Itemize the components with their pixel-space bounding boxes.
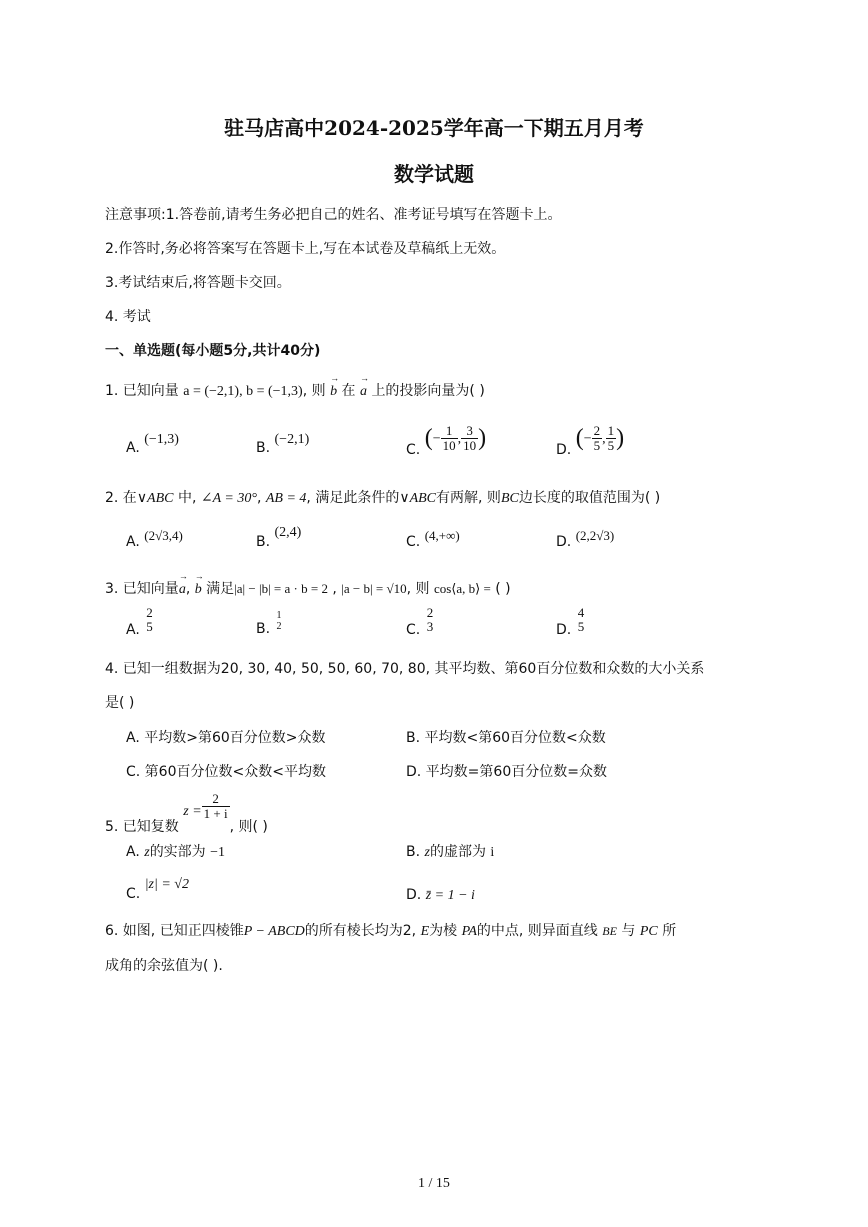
q3-option-c[interactable] bbox=[406, 605, 435, 638]
fraction bbox=[202, 792, 230, 821]
numerator: 2 bbox=[202, 792, 230, 807]
denominator: 5 bbox=[577, 619, 585, 634]
q1-option-b[interactable] bbox=[256, 432, 310, 457]
q2-text-c: 有两解, 则 bbox=[436, 490, 501, 506]
q2-text-d: 边长度的取值范围为( ) bbox=[518, 490, 661, 506]
option-value: (4,+∞) bbox=[424, 528, 460, 543]
option-label: D. bbox=[556, 534, 572, 550]
q2-triangle: ∨ABC bbox=[136, 491, 174, 506]
q3-paren: ( ) bbox=[495, 581, 511, 597]
q5-option-a[interactable] bbox=[126, 841, 225, 861]
numerator: 4 bbox=[577, 605, 585, 620]
q4-option-d[interactable]: D. 平均数=第60百分位数=众数 bbox=[406, 764, 607, 780]
q3-text-b: 满足 bbox=[206, 581, 235, 597]
minus-sign: − bbox=[432, 431, 441, 447]
q1-option-a[interactable] bbox=[126, 432, 179, 457]
option-label: C. bbox=[406, 534, 421, 550]
q3-option-b[interactable] bbox=[256, 610, 284, 637]
q2-option-d[interactable] bbox=[556, 528, 615, 550]
q6-edge-pa: PA bbox=[461, 924, 477, 939]
q2-option-a[interactable] bbox=[126, 528, 183, 550]
option-value: (−1,3) bbox=[144, 432, 179, 447]
comma: , bbox=[457, 431, 462, 447]
numerator: 3 bbox=[461, 424, 478, 439]
q4-option-a[interactable]: A. 平均数>第60百分位数>众数 bbox=[126, 730, 326, 746]
question-6-line-2: 成角的余弦值为( ). bbox=[105, 958, 223, 974]
fraction bbox=[606, 424, 617, 453]
denominator: 10 bbox=[463, 438, 477, 453]
q3-condition-2: |a − b| = √10 bbox=[341, 581, 407, 596]
q5-option-b[interactable] bbox=[406, 841, 494, 861]
q3-text-a: , bbox=[185, 581, 191, 597]
q2-text-a: 中, bbox=[177, 490, 197, 506]
q3-number: 3. 已知向量 bbox=[105, 581, 179, 597]
minus-sign: − bbox=[583, 431, 592, 447]
denominator: 3 bbox=[426, 619, 434, 634]
z-var: z bbox=[424, 845, 430, 860]
paren-open: ( bbox=[575, 425, 584, 451]
notice-2: 2.作答时,务必将答案写在答题卡上,写在本试卷及草稿纸上无效。 bbox=[105, 241, 506, 257]
q6-text-c: 的中点, 则异面直线 bbox=[476, 923, 598, 939]
fraction bbox=[461, 424, 478, 453]
q2-angle: ∠A = 30° bbox=[200, 491, 257, 506]
q5-z-eq: z = bbox=[183, 803, 202, 819]
numerator: 1 bbox=[607, 423, 615, 438]
q2-sep: , bbox=[256, 490, 262, 506]
fraction bbox=[144, 606, 155, 634]
q6-text-a: 的所有棱长均为2, bbox=[304, 923, 417, 939]
fraction bbox=[425, 606, 436, 634]
question-4-line-2: 是( ) bbox=[105, 695, 135, 711]
q1-option-c[interactable] bbox=[406, 423, 487, 458]
q2-option-b[interactable] bbox=[256, 524, 302, 550]
q3-vector-b: → b bbox=[195, 582, 202, 598]
q1-text-c: 上的投影向量为( ) bbox=[371, 383, 485, 399]
q6-text-e: 所 bbox=[662, 923, 677, 939]
option-label: D. bbox=[406, 887, 422, 903]
question-4-line-1: 4. 已知一组数据为20, 30, 40, 50, 50, 60, 70, 80, 其平均数、第60百分位数和众数的大小关系 bbox=[105, 661, 705, 677]
option-label: A. bbox=[126, 440, 140, 456]
option-value: |z| = √2 bbox=[144, 877, 189, 892]
q5-option-d[interactable] bbox=[406, 887, 475, 904]
q6-text-d: 与 bbox=[621, 923, 636, 939]
option-label: B. bbox=[256, 440, 271, 456]
exam-title: 驻马店高中2024-2025学年高一下期五月月考 bbox=[224, 116, 644, 140]
exam-subtitle: 数学试题 bbox=[394, 162, 474, 186]
option-label: B. bbox=[406, 844, 421, 860]
q3-comma: , bbox=[332, 581, 337, 597]
section-heading: 一、单选题(每小题5分,共计40分) bbox=[105, 343, 321, 359]
q6-pyramid: P − ABCD bbox=[243, 924, 305, 939]
q3-option-d[interactable] bbox=[556, 605, 586, 638]
q3-vector-a: → a bbox=[179, 582, 186, 598]
option-value: (−2,1) bbox=[274, 432, 310, 447]
q6-line-be: BE bbox=[602, 924, 617, 938]
q1-given-vectors: a = (−2,1), b = (−1,3) bbox=[183, 384, 303, 399]
question-3 bbox=[105, 578, 511, 598]
q2-side: AB = 4 bbox=[265, 491, 307, 506]
numerator: 1 bbox=[276, 610, 282, 621]
fraction bbox=[275, 610, 284, 632]
option-label: C. bbox=[126, 886, 141, 902]
denominator: 5 bbox=[607, 438, 615, 453]
q1-vector-b: → b bbox=[330, 384, 337, 400]
q1-text-b: 在 bbox=[341, 383, 356, 399]
q4-option-c[interactable]: C. 第60百分位数<众数<平均数 bbox=[126, 764, 326, 780]
numerator: 2 bbox=[146, 605, 153, 620]
denominator: 10 bbox=[442, 438, 456, 453]
numerator: 1 bbox=[441, 424, 458, 439]
option-label: D. bbox=[556, 441, 572, 458]
q5-text-a: , 则( ) bbox=[229, 818, 268, 835]
option-label: A. bbox=[126, 622, 140, 638]
z-var: z bbox=[144, 845, 150, 860]
paren-open: ( bbox=[424, 425, 433, 451]
option-label: C. bbox=[406, 622, 421, 638]
comma: , bbox=[602, 431, 606, 447]
q5-number: 5. 已知复数 bbox=[105, 818, 179, 835]
question-6 bbox=[105, 920, 676, 940]
question-1 bbox=[105, 380, 485, 400]
page-number: 1 / 15 bbox=[418, 1176, 450, 1191]
fraction bbox=[441, 424, 458, 453]
q4-option-b[interactable]: B. 平均数<第60百分位数<众数 bbox=[406, 730, 606, 746]
option-value: (2√3,4) bbox=[144, 528, 183, 543]
option-value: (2,4) bbox=[274, 525, 302, 540]
q6-number: 6. 如图, 已知正四棱锥 bbox=[105, 923, 244, 939]
option-text: 的实部为 bbox=[149, 844, 206, 860]
option-label: D. bbox=[556, 622, 572, 638]
paren-close: ) bbox=[478, 425, 487, 451]
notice-4: 4. 考试 bbox=[105, 309, 151, 325]
denominator: 2 bbox=[276, 621, 282, 632]
question-2 bbox=[105, 487, 660, 507]
q5-option-c[interactable] bbox=[126, 876, 189, 902]
option-label: C. bbox=[406, 441, 421, 458]
notice-3: 3.考试结束后,将答题卡交回。 bbox=[105, 275, 291, 291]
denominator: 1 + i bbox=[203, 806, 228, 821]
q2-number: 2. 在 bbox=[105, 490, 137, 506]
q1-vector-a: → a bbox=[360, 384, 367, 400]
option-label: A. bbox=[126, 844, 140, 860]
fraction bbox=[576, 606, 587, 634]
q2-triangle-2: ∨ABC bbox=[399, 491, 437, 506]
q1-option-d[interactable] bbox=[556, 423, 625, 458]
fraction bbox=[592, 424, 603, 453]
q2-text-b: , 满足此条件的 bbox=[306, 490, 400, 506]
q6-line-pc: PC bbox=[639, 924, 658, 939]
option-label: A. bbox=[126, 534, 140, 550]
q1-number: 1. 已知向量 bbox=[105, 383, 179, 399]
notice-1: 注意事项:1.答卷前,请考生务必把自己的姓名、准考证号填写在答题卡上。 bbox=[105, 207, 562, 223]
option-label: B. bbox=[256, 534, 271, 550]
question-5 bbox=[105, 790, 268, 835]
denominator: 5 bbox=[146, 619, 153, 634]
q3-text-c: , 则 bbox=[406, 581, 430, 597]
q3-cos: cos⟨a, b⟩ = bbox=[433, 581, 491, 596]
numerator: 2 bbox=[593, 423, 601, 438]
q6-point-e: E bbox=[420, 924, 430, 939]
numerator: 2 bbox=[426, 605, 434, 620]
option-value: z̄ = 1 − i bbox=[425, 888, 475, 903]
paren-close: ) bbox=[616, 425, 625, 451]
q6-text-b: 为棱 bbox=[429, 923, 458, 939]
option-value: −1 bbox=[210, 845, 226, 860]
denominator: 5 bbox=[593, 438, 601, 453]
option-value: (2,2√3) bbox=[575, 528, 615, 543]
q1-text-a: , 则 bbox=[302, 383, 326, 399]
q3-condition-1: |a| − |b| = a · b = 2 bbox=[234, 581, 328, 596]
q2-bc: BC bbox=[500, 491, 519, 506]
option-text: 的虚部为 bbox=[429, 844, 486, 860]
q2-option-c[interactable] bbox=[406, 528, 460, 550]
option-value: i bbox=[490, 845, 495, 860]
option-label: B. bbox=[256, 621, 271, 637]
q3-option-a[interactable] bbox=[126, 605, 155, 638]
